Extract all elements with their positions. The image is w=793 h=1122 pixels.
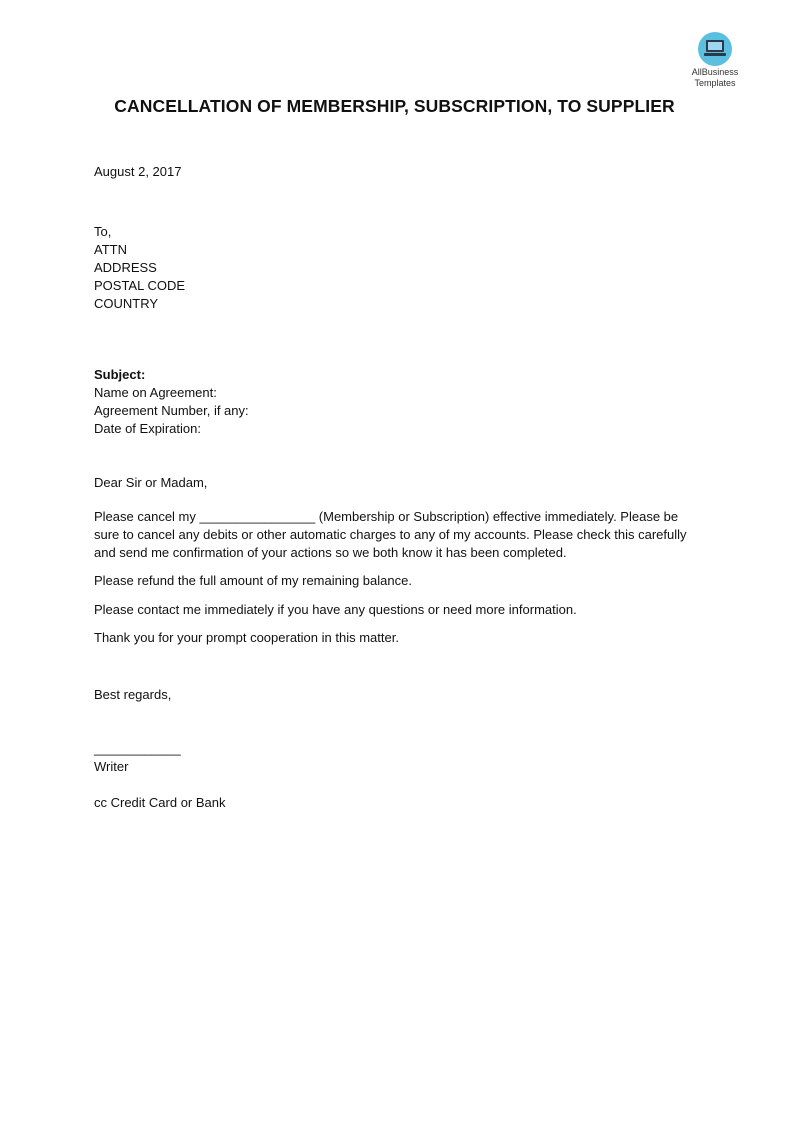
subject-expiration-date: Date of Expiration: (94, 421, 201, 436)
address-street: ADDRESS (94, 260, 157, 275)
subject-agreement-number: Agreement Number, if any: (94, 403, 249, 418)
body-paragraph-refund: Please refund the full amount of my remaining balance. (94, 573, 412, 588)
document-title: CANCELLATION OF MEMBERSHIP, SUBSCRIPTION, TO SUPPLIER (114, 96, 675, 116)
body-paragraph-cancel: Please cancel my ________________ (Membership or Subscription) effective immediately. Please be sure to cancel any debits or other automatic charges to any of my accounts. Please check this carefully and send me confirmation of your actions so we both know it has been completed. (94, 509, 687, 560)
company-logo (684, 32, 746, 88)
subject-agreement-name: Name on Agreement: (94, 385, 217, 400)
signer-name: Writer (94, 759, 129, 774)
signature-line: ____________ (94, 741, 181, 756)
closing: Best regards, (94, 687, 172, 702)
address-country: COUNTRY (94, 296, 159, 311)
logo-name-line2: Templates (694, 78, 736, 88)
subject-heading: Subject: (94, 367, 146, 382)
letter-date: August 2, 2017 (94, 164, 182, 179)
salutation: Dear Sir or Madam, (94, 475, 208, 490)
logo-name-line1: AllBusiness (691, 67, 739, 77)
address-attn: ATTN (94, 242, 127, 257)
body-paragraph-thanks: Thank you for your prompt cooperation in this matter. (94, 630, 399, 645)
body-paragraph-contact: Please contact me immediately if you have any questions or need more information. (94, 602, 577, 617)
laptop-icon (698, 32, 732, 66)
address-to: To, (94, 224, 112, 239)
address-postal-code: POSTAL CODE (94, 278, 186, 293)
cc-line: cc Credit Card or Bank (94, 795, 226, 810)
